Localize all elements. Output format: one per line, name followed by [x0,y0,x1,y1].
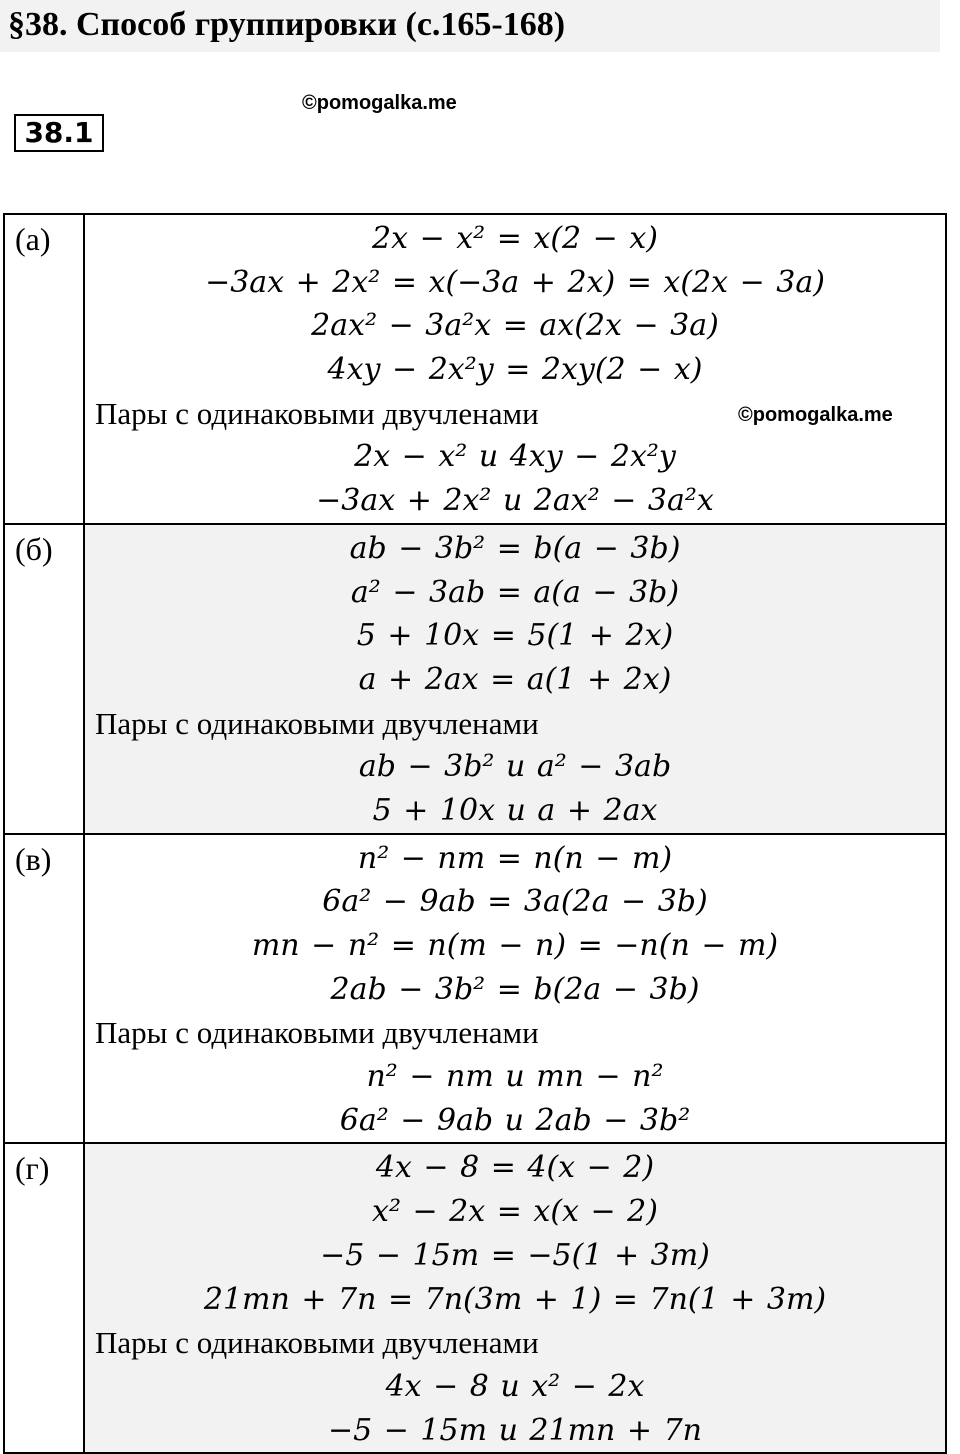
equation: 2ax² − 3a²x = ax(2x − 3a) [311,308,719,344]
equation: mn − n² = n(m − n) = −n(n − m) [251,928,779,963]
pairs-label: Пары с одинаковыми двучленами [95,395,539,431]
section-row-a [4,214,946,524]
section-row-v [4,834,946,1144]
task-number-box: 38.1 [14,114,104,152]
section-row-b [4,524,946,834]
pair: −3ax + 2x² и 2ax² − 3a²x [316,483,714,519]
equation: 4xy − 2x²y = 2xy(2 − x) [327,352,703,388]
pair: n² − nm и mn − n² [366,1059,664,1095]
pairs-label: Пары с одинаковыми двучленами [95,1015,539,1051]
watermark: ©pomogalka.me [738,404,893,426]
pair: 4x − 8 и x² − 2x [385,1368,645,1404]
equation: 4x − 8 = 4(x − 2) [375,1150,655,1186]
page-title: §38. Способ группировки (с.165-168) [8,6,566,43]
equation: a² − 3ab = a(a − 3b) [350,574,680,610]
pairs-label: Пары с одинаковыми двучленами [95,705,539,741]
section-content [84,1143,946,1453]
equation: x² − 2x = x(x − 2) [372,1194,658,1230]
equation: −5 − 15m = −5(1 + 3m) [320,1237,710,1273]
equation: 2ab − 3b² = b(2a − 3b) [330,971,700,1007]
equation: 21mn + 7n = 7n(3m + 1) = 7n(1 + 3m) [203,1281,827,1317]
equation: −3ax + 2x² = x(−3a + 2x) = x(2x − 3a) [205,264,825,300]
section-content [84,834,946,1144]
pair: ab − 3b² и a² − 3ab [358,749,672,785]
equation: n² − nm = n(n − m) [357,840,673,876]
equation: 6a² − 9ab = 3a(2a − 3b) [322,884,708,920]
solution-table [3,213,947,1454]
pair: −5 − 15m и 21mn + 7n [327,1412,702,1448]
equation: 5 + 10x = 5(1 + 2x) [356,618,674,654]
watermark: ©pomogalka.me [302,92,457,114]
pair: 2x − x² и 4xy − 2x²y [354,439,676,475]
pair: 6a² − 9ab и 2ab − 3b² [339,1102,691,1138]
equation: ab − 3b² = b(a − 3b) [349,530,681,566]
section-label: (а) [4,214,84,524]
section-label: (г) [4,1143,84,1453]
pairs-label: Пары с одинаковыми двучленами [95,1325,539,1361]
equation: a + 2ax = a(1 + 2x) [358,661,672,697]
pair: 5 + 10x и a + 2ax [372,792,658,828]
section-label: (б) [4,524,84,834]
section-label: (в) [4,834,84,1144]
section-content [84,214,946,524]
section-content [84,524,946,834]
equation: 2x − x² = x(2 − x) [372,221,658,256]
section-row-g [4,1143,946,1453]
